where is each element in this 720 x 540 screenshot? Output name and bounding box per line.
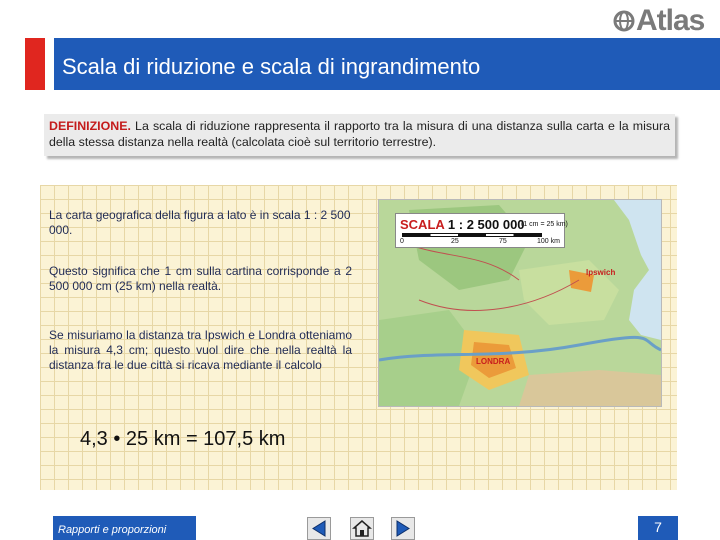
scale-tick: 25 [451, 238, 459, 245]
home-button[interactable] [350, 517, 374, 540]
footer-section-label: Rapporti e proporzioni [58, 524, 167, 536]
globe-icon [613, 10, 635, 32]
atlas-logo [613, 4, 704, 38]
scale-note: (1 cm = 25 km) [521, 221, 568, 228]
triangle-right-icon [392, 518, 414, 539]
scale-tick: 0 [400, 238, 404, 245]
paragraph-meaning: Questo significa che 1 cm sulla cartina corrisponde a 2 500 000 cm (25 km) nella realtà. [49, 264, 352, 293]
triangle-left-icon [308, 518, 330, 539]
map-scale-box [395, 213, 568, 248]
logo-text: Atlas [636, 4, 705, 37]
page-number-box [638, 516, 678, 540]
definition-text: La scala di riduzione rappresenta il rapporto tra la misura di una distanza sulla carta e la misura della stessa distanza nella realtà (calcolata cioè sul territorio terrestre). [49, 119, 670, 149]
paragraph-distance: Se misuriamo la distanza tra Ipswich e Londra otteniamo la misura 4,3 cm; questo vuol dire che nella realtà la distanza fra le due città si ricava mediante il calcolo [49, 328, 352, 372]
city-londra: LONDRA [476, 357, 511, 366]
previous-button[interactable] [307, 517, 331, 540]
header-accent-bar [25, 38, 45, 90]
title-bar [54, 38, 720, 90]
definition-box [44, 114, 675, 156]
scale-ruler [402, 233, 542, 237]
footer-section-tab [53, 516, 196, 540]
scale-tick: 75 [499, 238, 507, 245]
formula: 4,3 • 25 km = 107,5 km [80, 428, 286, 450]
page-title: Scala di riduzione e scala di ingrandimento [62, 54, 481, 79]
page-number: 7 [654, 519, 662, 535]
scale-label: SCALA [400, 217, 445, 232]
definition-label: DEFINIZIONE. [49, 119, 131, 133]
scale-ratio: 1 : 2 500 000 [447, 217, 525, 232]
scale-tick: 100 km [537, 238, 560, 245]
next-button[interactable] [391, 517, 415, 540]
home-icon [351, 518, 373, 539]
city-ipswich: Ipswich [586, 268, 616, 277]
paragraph-scale: La carta geografica della figura a lato è in scala 1 : 2 500 000. [49, 208, 351, 237]
